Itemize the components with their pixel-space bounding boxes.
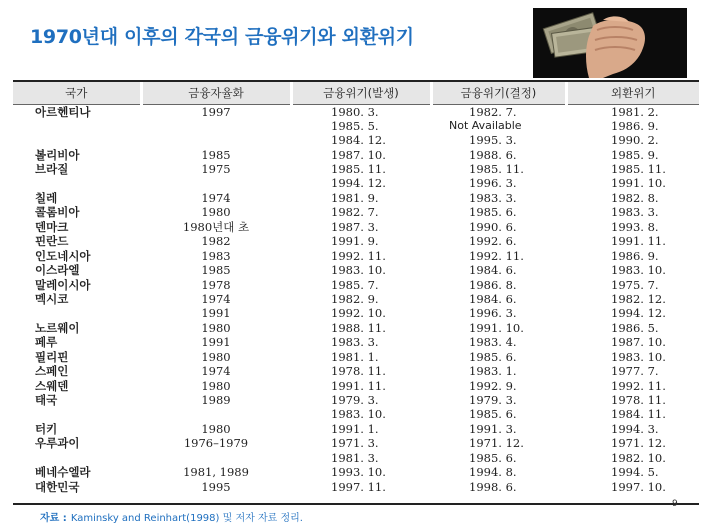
country-cell: 베네수엘라 — [35, 465, 91, 480]
currency-crisis-cell: 1986. 9. — [611, 118, 659, 133]
table-row — [13, 422, 699, 436]
country-cell: 브라질 — [35, 162, 69, 177]
country-cell — [13, 119, 141, 133]
table-row — [13, 407, 699, 421]
liberalization-year-cell — [141, 176, 291, 190]
country-cell: 핀란드 — [35, 234, 69, 249]
financial-crisis-resolution-cell: 1990. 6. — [469, 219, 517, 234]
currency-crisis-cell: 1990. 2. — [611, 133, 659, 148]
crisis-table — [13, 82, 699, 494]
liberalization-year-cell: 1985 — [201, 147, 231, 162]
table-row — [13, 191, 699, 205]
country-cell: 스웨덴 — [35, 378, 69, 393]
currency-crisis-cell: 1982. 8. — [611, 190, 659, 205]
header-financial-crisis-resolution: 금융위기(결정) — [431, 82, 566, 104]
financial-crisis-onset-cell: 1991. 9. — [331, 234, 379, 249]
financial-crisis-onset-cell: 1985. 5. — [331, 118, 379, 133]
currency-crisis-cell: 1986. 9. — [611, 248, 659, 263]
currency-crisis-cell: 1977. 7. — [611, 364, 659, 379]
table-row — [13, 104, 699, 119]
table-bottom-rule — [13, 503, 699, 505]
country-cell: 아르헨티나 — [35, 104, 91, 119]
country-cell: 말레이시아 — [35, 277, 91, 292]
country-cell: 우루과이 — [35, 436, 80, 451]
country-cell — [13, 306, 141, 320]
source-note — [40, 509, 303, 524]
fist-holding-money-photo — [533, 8, 687, 78]
crisis-table-container — [13, 80, 699, 494]
currency-crisis-cell: 1982. 10. — [611, 450, 666, 465]
liberalization-year-cell: 1997 — [201, 104, 231, 119]
financial-crisis-resolution-cell: 1986. 8. — [469, 277, 517, 292]
table-row — [13, 451, 699, 465]
liberalization-year-cell: 1974 — [201, 291, 231, 306]
currency-crisis-cell: 1986. 5. — [611, 320, 659, 335]
liberalization-year-cell: 1975 — [201, 162, 231, 177]
source-label: 자료 : — [40, 513, 67, 524]
financial-crisis-onset-cell: 1988. 11. — [331, 320, 386, 335]
financial-crisis-resolution-cell: 1998. 6. — [469, 479, 517, 494]
liberalization-year-cell: 1980 — [201, 378, 231, 393]
currency-crisis-cell: 1997. 10. — [611, 479, 666, 494]
liberalization-year-cell: 1976–1979 — [183, 436, 249, 451]
financial-crisis-resolution-cell: 1984. 6. — [469, 263, 517, 278]
header-financial-crisis-onset: 금융위기(발생) — [291, 82, 431, 104]
liberalization-year-cell: 1981, 1989 — [183, 465, 249, 480]
financial-crisis-resolution-cell: 1995. 3. — [469, 133, 517, 148]
liberalization-year-cell — [141, 451, 291, 465]
financial-crisis-onset-cell: 1979. 3. — [331, 393, 379, 408]
table-row — [13, 335, 699, 349]
liberalization-year-cell: 1991 — [201, 335, 231, 350]
financial-crisis-resolution-cell: 1992. 9. — [469, 378, 517, 393]
financial-crisis-resolution-cell: 1982. 7. — [469, 104, 517, 119]
financial-crisis-resolution-cell: 1996. 3. — [469, 176, 517, 191]
liberalization-year-cell: 1989 — [201, 393, 231, 408]
financial-crisis-onset-cell: 1987. 3. — [331, 219, 379, 234]
financial-crisis-resolution-cell: 1971. 12. — [469, 436, 524, 451]
currency-crisis-cell: 1983. 10. — [611, 263, 666, 278]
country-cell — [13, 407, 141, 421]
financial-crisis-onset-cell: 1985. 11. — [331, 162, 386, 177]
table-row — [13, 321, 699, 335]
country-cell: 칠레 — [35, 190, 58, 205]
financial-crisis-onset-cell: 1984. 12. — [331, 133, 386, 148]
liberalization-year-cell: 1982 — [201, 234, 231, 249]
financial-crisis-resolution-cell: Not Available — [449, 118, 522, 132]
table-row — [13, 263, 699, 277]
liberalization-year-cell: 1980년대 초 — [182, 219, 250, 234]
header-liberalization: 금융자율화 — [141, 82, 291, 104]
currency-crisis-cell: 1982. 12. — [611, 291, 666, 306]
financial-crisis-onset-cell: 1992. 11. — [331, 248, 386, 263]
currency-crisis-cell: 1985. 11. — [611, 162, 666, 177]
table-row — [13, 162, 699, 176]
financial-crisis-resolution-cell: 1984. 6. — [469, 291, 517, 306]
liberalization-year-cell: 1980 — [201, 205, 231, 220]
liberalization-year-cell: 1980 — [201, 349, 231, 364]
financial-crisis-resolution-cell: 1985. 6. — [469, 407, 517, 422]
liberalization-year-cell: 1980 — [201, 320, 231, 335]
table-row — [13, 220, 699, 234]
page-number: 9 — [672, 499, 678, 509]
financial-crisis-resolution-cell: 1996. 3. — [469, 306, 517, 321]
financial-crisis-resolution-cell: 1994. 8. — [469, 465, 517, 480]
liberalization-year-cell — [141, 407, 291, 421]
table-row — [13, 436, 699, 450]
financial-crisis-resolution-cell: 1985. 6. — [469, 450, 517, 465]
currency-crisis-cell: 1987. 10. — [611, 335, 666, 350]
header-currency-crisis: 외환위기 — [566, 82, 699, 104]
table-row — [13, 277, 699, 291]
financial-crisis-onset-cell: 1983. 3. — [331, 335, 379, 350]
currency-crisis-cell: 1983. 10. — [611, 349, 666, 364]
table-row — [13, 364, 699, 378]
financial-crisis-onset-cell: 1982. 7. — [331, 205, 379, 220]
header-country: 국가 — [13, 82, 141, 104]
country-cell — [13, 176, 141, 190]
country-cell: 필리핀 — [35, 349, 69, 364]
financial-crisis-resolution-cell: 1988. 6. — [469, 147, 517, 162]
financial-crisis-resolution-cell: 1985. 11. — [469, 162, 524, 177]
country-cell — [13, 133, 141, 147]
financial-crisis-resolution-cell: 1985. 6. — [469, 205, 517, 220]
financial-crisis-onset-cell: 1981. 9. — [331, 190, 379, 205]
country-cell: 터키 — [35, 421, 58, 436]
currency-crisis-cell: 1978. 11. — [611, 393, 666, 408]
liberalization-year-cell: 1991 — [201, 306, 231, 321]
currency-crisis-cell: 1994. 5. — [611, 465, 659, 480]
country-cell: 스페인 — [35, 364, 69, 379]
table-row — [13, 205, 699, 219]
currency-crisis-cell: 1975. 7. — [611, 277, 659, 292]
currency-crisis-cell: 1985. 9. — [611, 147, 659, 162]
liberalization-year-cell: 1974 — [201, 364, 231, 379]
financial-crisis-resolution-cell: 1991. 3. — [469, 421, 517, 436]
table-row — [13, 479, 699, 493]
financial-crisis-resolution-cell: 1992. 11. — [469, 248, 524, 263]
financial-crisis-resolution-cell: 1983. 1. — [469, 364, 517, 379]
table-row — [13, 119, 699, 133]
financial-crisis-onset-cell: 1987. 10. — [331, 147, 386, 162]
table-header-row — [13, 82, 699, 104]
table-row — [13, 133, 699, 147]
liberalization-year-cell: 1985 — [201, 263, 231, 278]
currency-crisis-cell: 1994. 3. — [611, 421, 659, 436]
country-cell: 덴마크 — [35, 219, 69, 234]
table-row — [13, 234, 699, 248]
currency-crisis-cell: 1993. 8. — [611, 219, 659, 234]
financial-crisis-onset-cell: 1983. 10. — [331, 263, 386, 278]
financial-crisis-resolution-cell: 1992. 6. — [469, 234, 517, 249]
country-cell: 페루 — [35, 335, 58, 350]
currency-crisis-cell: 1971. 12. — [611, 436, 666, 451]
financial-crisis-onset-cell: 1994. 12. — [331, 176, 386, 191]
financial-crisis-resolution-cell: 1983. 4. — [469, 335, 517, 350]
financial-crisis-onset-cell: 1982. 9. — [331, 291, 379, 306]
country-cell: 태국 — [35, 393, 58, 408]
country-cell: 인도네시아 — [35, 248, 91, 263]
financial-crisis-onset-cell: 1978. 11. — [331, 364, 386, 379]
fist-money-illustration — [533, 8, 687, 78]
currency-crisis-cell: 1994. 12. — [611, 306, 666, 321]
country-cell: 대한민국 — [35, 479, 80, 494]
financial-crisis-resolution-cell: 1983. 3. — [469, 190, 517, 205]
financial-crisis-onset-cell: 1991. 11. — [331, 378, 386, 393]
financial-crisis-onset-cell: 1991. 1. — [331, 421, 379, 436]
financial-crisis-resolution-cell: 1991. 10. — [469, 320, 524, 335]
table-row — [13, 306, 699, 320]
financial-crisis-onset-cell: 1980. 3. — [331, 104, 379, 119]
country-cell: 콜롬비아 — [35, 205, 80, 220]
liberalization-year-cell: 1983 — [201, 248, 231, 263]
currency-crisis-cell: 1981. 2. — [611, 104, 659, 119]
financial-crisis-resolution-cell: 1979. 3. — [469, 393, 517, 408]
table-row — [13, 378, 699, 392]
currency-crisis-cell: 1984. 11. — [611, 407, 666, 422]
financial-crisis-onset-cell: 1985. 7. — [331, 277, 379, 292]
liberalization-year-cell: 1995 — [201, 479, 231, 494]
table-row — [13, 350, 699, 364]
table-row — [13, 393, 699, 407]
table-row — [13, 176, 699, 190]
liberalization-year-cell: 1980 — [201, 421, 231, 436]
liberalization-year-cell — [141, 133, 291, 147]
country-cell: 멕시코 — [35, 291, 69, 306]
liberalization-year-cell: 1978 — [201, 277, 231, 292]
financial-crisis-onset-cell: 1997. 11. — [331, 479, 386, 494]
financial-crisis-onset-cell: 1983. 10. — [331, 407, 386, 422]
financial-crisis-onset-cell: 1981. 3. — [331, 450, 379, 465]
currency-crisis-cell: 1991. 10. — [611, 176, 666, 191]
table-row — [13, 248, 699, 262]
liberalization-year-cell — [141, 119, 291, 133]
financial-crisis-onset-cell: 1993. 10. — [331, 465, 386, 480]
country-cell — [13, 451, 141, 465]
currency-crisis-cell: 1992. 11. — [611, 378, 666, 393]
source-text: Kaminsky and Reinhart(1998) 및 저자 자료 정리. — [70, 513, 303, 524]
country-cell: 이스라엘 — [35, 263, 80, 278]
table-row — [13, 292, 699, 306]
liberalization-year-cell: 1974 — [201, 190, 231, 205]
currency-crisis-cell: 1991. 11. — [611, 234, 666, 249]
country-cell: 노르웨이 — [35, 320, 80, 335]
country-cell: 볼리비아 — [35, 147, 80, 162]
table-row — [13, 147, 699, 161]
financial-crisis-onset-cell: 1971. 3. — [331, 436, 379, 451]
slide-title: 1970년대 이후의 각국의 금융위기와 외환위기 — [30, 26, 414, 48]
financial-crisis-onset-cell: 1992. 10. — [331, 306, 386, 321]
financial-crisis-resolution-cell: 1985. 6. — [469, 349, 517, 364]
financial-crisis-onset-cell: 1981. 1. — [331, 349, 379, 364]
currency-crisis-cell: 1983. 3. — [611, 205, 659, 220]
table-row — [13, 465, 699, 479]
